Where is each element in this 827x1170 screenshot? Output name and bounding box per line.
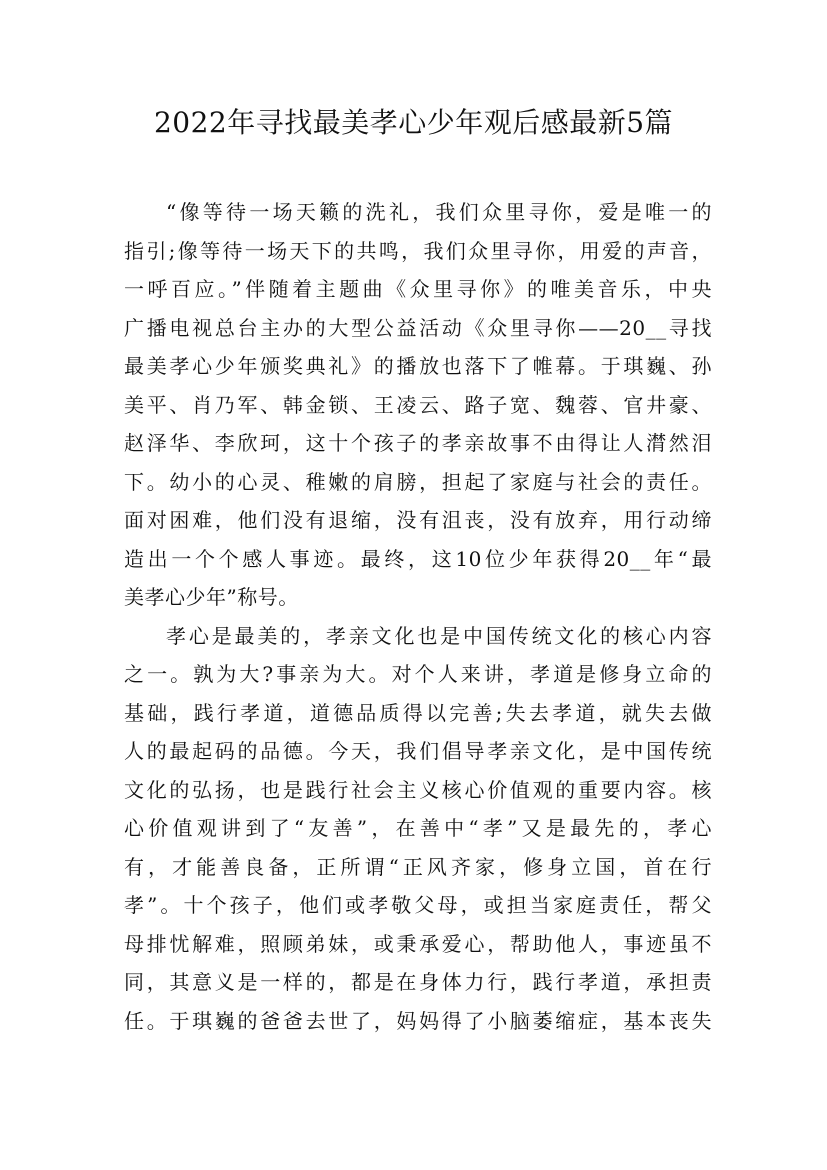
document-body <box>124 193 712 1040</box>
paragraph-line: 母排忧解难，照顾弟妹，或秉承爱心，帮助他人，事迹虽不 <box>124 931 712 956</box>
paragraph-line: 美平、肖乃军、韩金锁、王凌云、路子宽、魏蓉、官井豪、 <box>124 392 712 417</box>
paragraph-line: 孝心是最美的，孝亲文化也是中国传统文化的核心内容 <box>166 623 712 648</box>
paragraph-line: 基础，践行孝道，道德品质得以完善;失去孝道，就失去做 <box>124 700 712 725</box>
paragraph-1 <box>124 193 712 617</box>
paragraph-line: 同，其意义是一样的，都是在身体力行，践行孝道，承担责 <box>124 970 712 994</box>
paragraph-line: 之一。孰为大?事亲为大。对个人来讲，孝道是修身立命的 <box>124 662 712 686</box>
paragraph-line: 赵泽华、李欣珂，这十个孩子的孝亲故事不由得让人潸然泪 <box>124 431 712 455</box>
paragraph-2 <box>124 617 712 1041</box>
paragraph-line: 指引;像等待一场天下的共鸣，我们众里寻你，用爱的声音， <box>124 238 712 263</box>
paragraph-line: 最美孝心少年颁奖典礼》的播放也落下了帷幕。于琪巍、孙 <box>124 354 712 378</box>
paragraph-line: “像等待一场天籁的洗礼，我们众里寻你，爱是唯一的 <box>166 200 712 224</box>
paragraph-line: 心价值观讲到了“友善”，在善中“孝”又是最先的，孝心 <box>124 816 712 840</box>
paragraph-line: 孝”。十个孩子，他们或孝敬父母，或担当家庭责任，帮父 <box>124 893 712 917</box>
paragraph-line: 任。于琪巍的爸爸去世了，妈妈得了小脑萎缩症，基本丧失 <box>124 1008 712 1033</box>
paragraph-line: 有，才能善良备，正所谓“正风齐家，修身立国，首在行 <box>124 854 712 879</box>
paragraph-line: 下。幼小的心灵、稚嫩的肩膀，担起了家庭与社会的责任。 <box>124 469 712 494</box>
paragraph-line: 造出一个个感人事迹。最终，这10位少年获得20__年“最 <box>124 546 712 571</box>
paragraph-line: 文化的弘扬，也是践行社会主义核心价值观的重要内容。核 <box>124 777 712 802</box>
paragraph-line: 面对困难，他们没有退缩，没有沮丧，没有放弃，用行动缔 <box>124 508 712 532</box>
paragraph-line: 美孝心少年”称号。 <box>124 585 299 609</box>
paragraph-line: 广播电视总台主办的大型公益活动《众里寻你——20__寻找 <box>124 315 712 340</box>
paragraph-line: 人的最起码的品德。今天，我们倡导孝亲文化，是中国传统 <box>124 739 712 763</box>
paragraph-line: 一呼百应。”伴随着主题曲《众里寻你》的唯美音乐，中央 <box>124 277 712 301</box>
document-title: 2022年寻找最美孝心少年观后感最新5篇 <box>153 106 674 139</box>
